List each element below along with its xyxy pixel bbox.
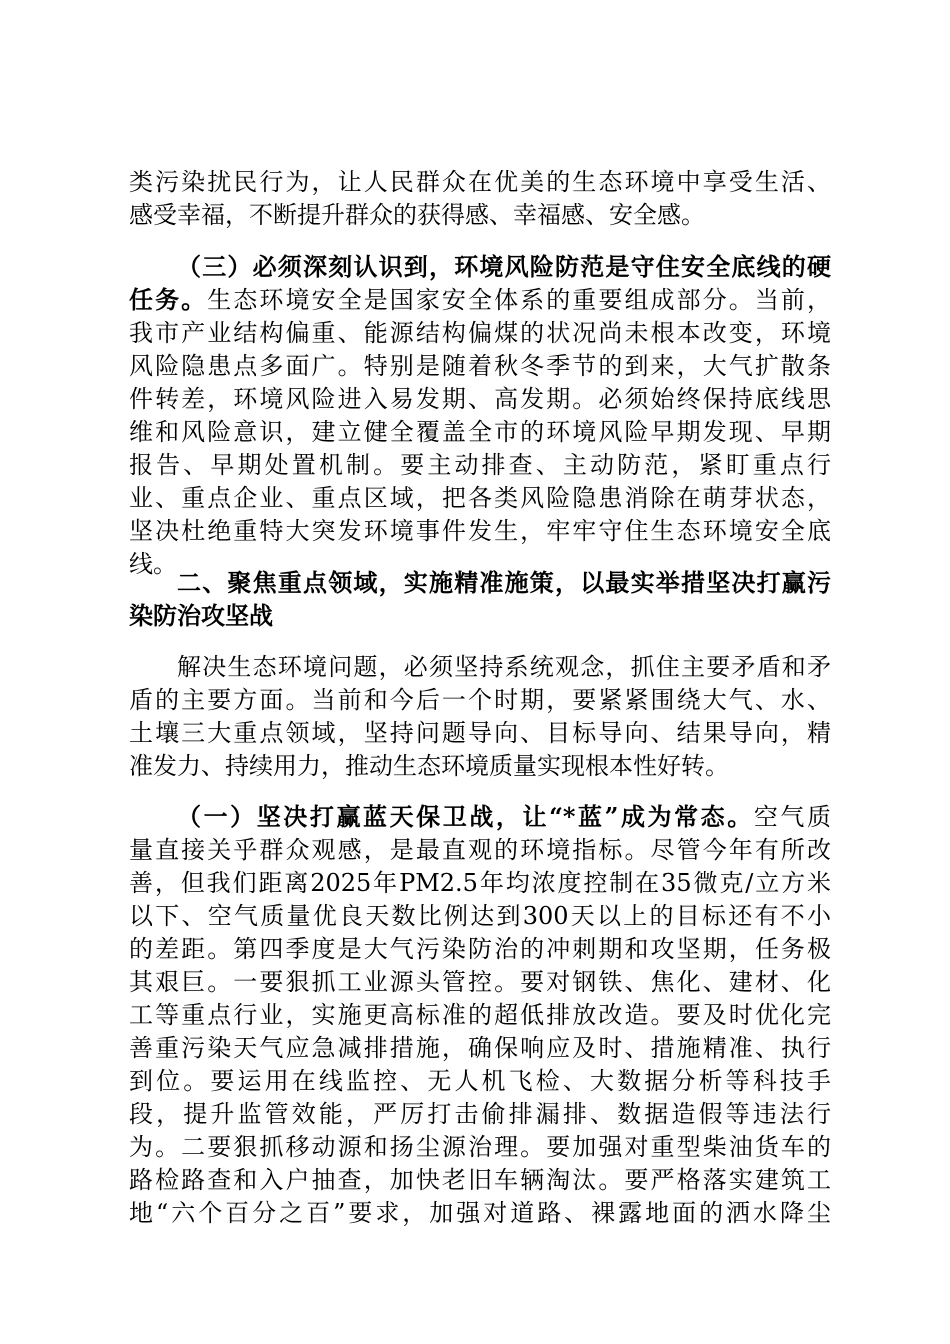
- part-heading: 染防治攻坚战: [129, 601, 273, 630]
- paragraph-line: 报告、早期处置机制。要主动排查、主动防范，紧盯重点行: [129, 451, 831, 479]
- paragraph-text: 生态环境安全是国家安全体系的重要组成部分。当前，: [207, 286, 832, 314]
- paragraph-line: 段，提升监管效能，严厉打击偷排漏排、数据造假等违法行: [129, 1100, 831, 1128]
- paragraph-line: 盾的主要方面。当前和今后一个时期，要紧紧围绕大气、水、: [129, 686, 831, 714]
- paragraph-line: 工等重点行业，实施更高标准的超低排放改造。要及时优化完: [129, 1001, 831, 1029]
- paragraph-line: [129, 283, 831, 317]
- paragraph-line: 风险隐患点多面广。特别是随着秋冬季节的到来，大气扩散条: [129, 352, 831, 380]
- paragraph-line: 到位。要运用在线监控、无人机飞检、大数据分析等科技手: [129, 1067, 831, 1095]
- paragraph-line: 我市产业结构偏重、能源结构偏煤的状况尚未根本改变，环境: [129, 319, 831, 347]
- paragraph-line: 善重污染天气应急减排措施，确保响应及时、措施精准、执行: [129, 1034, 831, 1062]
- paragraph-line: 坚决杜绝重特大突发环境事件发生，牢牢守住生态环境安全底: [129, 517, 831, 545]
- paragraph-line: 以下、空气质量优良天数比例达到300天以上的目标还有不小: [129, 902, 831, 930]
- paragraph-line: 准发力、持续用力，推动生态环境质量实现根本性好转。: [129, 752, 729, 780]
- paragraph-line: 路检路查和入户抽查，加快老旧车辆淘汰。要严格落实建筑工: [129, 1166, 831, 1194]
- paragraph-line: 其艰巨。一要狠抓工业源头管控。要对钢铁、焦化、建材、化: [129, 968, 831, 996]
- paragraph-text: 空气质: [753, 803, 831, 831]
- section-heading: （三）必须深刻认识到，环境风险防范是守住安全底线的硬: [177, 252, 831, 281]
- paragraph-line: 线。: [129, 550, 177, 578]
- paragraph-line: 感受幸福，不断提升群众的获得感、幸福感、安全感。: [129, 201, 705, 229]
- paragraph-line: 维和风险意识，建立健全覆盖全市的环境风险早期发现、早期: [129, 418, 831, 446]
- paragraph-line: 地“六个百分之百”要求，加强对道路、裸露地面的洒水降尘: [129, 1199, 831, 1227]
- part-heading: 二、聚焦重点领域，实施精准施策，以最实举措坚决打赢污: [177, 568, 831, 597]
- paragraph-line: 的差距。第四季度是大气污染防治的冲刺期和攻坚期，任务极: [129, 935, 831, 963]
- paragraph-line: 量直接关乎群众观感，是最直观的环境指标。尽管今年有所改: [129, 836, 831, 864]
- subsection-heading: （一）坚决打赢蓝天保卫战，让“*蓝”成为常态。: [177, 802, 754, 831]
- paragraph-line: [177, 800, 831, 834]
- paragraph-line: 善，但我们距离2025年PM2.5年均浓度控制在35微克/立方米: [129, 869, 831, 897]
- section-heading-end: 任务。: [129, 285, 208, 314]
- paragraph-line: 业、重点企业、重点区域，把各类风险隐患消除在萌芽状态，: [129, 484, 831, 512]
- paragraph-line: 类污染扰民行为，让人民群众在优美的生态环境中享受生活、: [129, 168, 831, 196]
- paragraph-line: 为。二要狠抓移动源和扬尘源治理。要加强对重型柴油货车的: [129, 1133, 831, 1161]
- paragraph-line: 件转差，环境风险进入易发期、高发期。必须始终保持底线思: [129, 385, 831, 413]
- paragraph-line: 土壤三大重点领域，坚持问题导向、目标导向、结果导向，精: [129, 719, 831, 747]
- paragraph-line: 解决生态环境问题，必须坚持系统观念，抓住主要矛盾和矛: [177, 653, 831, 681]
